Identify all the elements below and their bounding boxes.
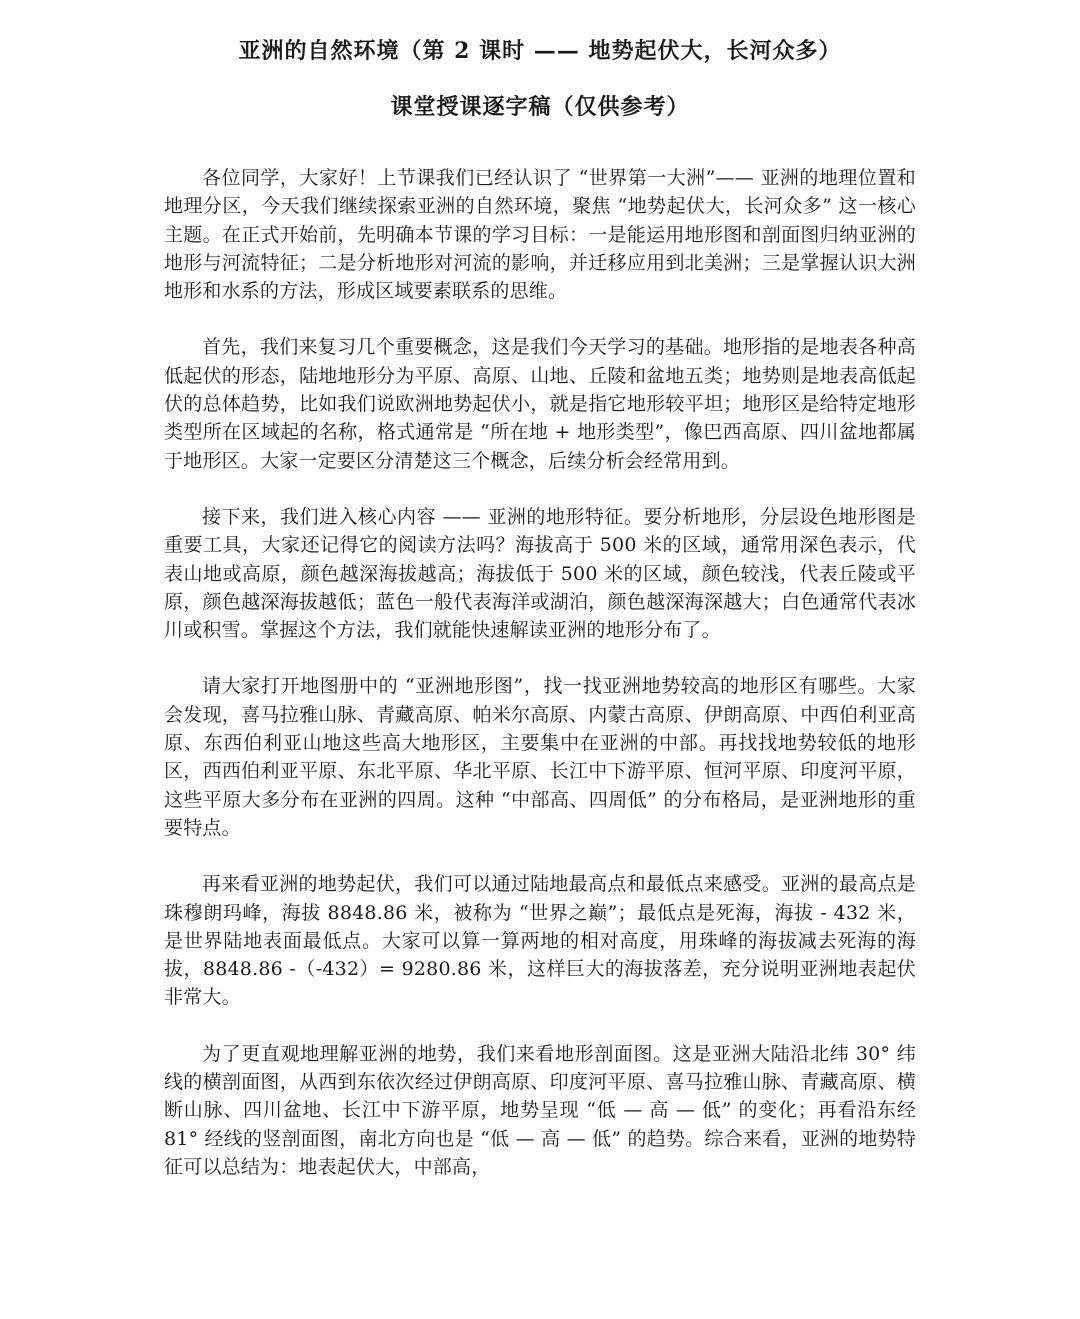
document-body bbox=[164, 164, 916, 1209]
paragraph-intro: 各位同学，大家好！上节课我们已经认识了 “世界第一大洲”—— 亚洲的地理位置和地理分区，今天我们继续探索亚洲的自然环境，聚焦 “地势起伏大，长河众多” 这一核心主题。在正式开始前，先明确本节课的学习目标：一是能运用地形图和剖面图归纳亚洲的地形与河流特征；二是分析地形对河流的影响，并迁移应用到北美洲；三是掌握认识大洲地形和水系的方法，形成区域要素联系的思维。 bbox=[164, 167, 916, 303]
paragraph-landform-distribution: 请大家打开地图册中的 “亚洲地形图”，找一找亚洲地势较高的地形区有哪些。大家会发现，喜马拉雅山脉、青藏高原、帕米尔高原、内蒙古高原、伊朗高原、中西伯利亚高原、东西伯利亚山地这些高大地形区，主要集中在亚洲的中部。再找找地势较低的地形区，西西伯利亚平原、东北平原、华北平原、长江中下游平原、恒河平原、印度河平原，这些平原大多分布在亚洲的四周。这种 “中部高、四周低” 的分布格局，是亚洲地形的重要特点。 bbox=[164, 675, 916, 839]
document-title: 亚洲的自然环境（第 2 课时 —— 地势起伏大，长河众多） bbox=[238, 38, 842, 64]
document-subtitle: 课堂授课逐字稿（仅供参考） bbox=[390, 94, 690, 120]
paragraph-concepts: 首先，我们来复习几个重要概念，这是我们今天学习的基础。地形指的是地表各种高低起伏的形态，陆地地形分为平原、高原、山地、丘陵和盆地五类；地势则是地表高低起伏的总体趋势，比如我们说欧洲地势起伏小，就是指它地形较平坦；地形区是给特定地形类型所在区域起的名称，格式通常是 “所在地 + 地形类型”，像巴西高原、四川盆地都属于地形区。大家一定要区分清楚这三个概念，后续分析会经常用到。 bbox=[164, 336, 916, 472]
paragraph-elevation: 再来看亚洲的地势起伏，我们可以通过陆地最高点和最低点来感受。亚洲的最高点是珠穆朗玛峰，海拔 8848.86 米，被称为 “世界之巅”；最低点是死海，海拔 - 432 米，是世界陆地表面最低点。大家可以算一算两地的相对高度，用珠峰的海拔减去死海的海拔，8848.86 -（-432）= 9280.86 米，这样巨大的海拔落差，充分说明亚洲地表起伏非常大。 bbox=[164, 873, 916, 1009]
paragraph-terrain-map: 接下来，我们进入核心内容 —— 亚洲的地形特征。要分析地形，分层设色地形图是重要工具，大家还记得它的阅读方法吗？海拔高于 500 米的区域，通常用深色表示，代表山地或高原，颜色越深海拔越高；海拔低于 500 米的区域，颜色较浅，代表丘陵或平原，颜色越深海拔越低；蓝色一般代表海洋或湖泊，颜色越深海深越大；白色通常代表冰川或积雪。掌握这个方法，我们就能快速解读亚洲的地形分布了。 bbox=[164, 505, 916, 642]
paragraph-profile: 为了更直观地理解亚洲的地势，我们来看地形剖面图。这是亚洲大陆沿北纬 30° 纬线的横剖面图，从西到东依次经过伊朗高原、印度河平原、喜马拉雅山脉、青藏高原、横断山脉、四川盆地、长江中下游平原，地势呈现 “低 — 高 — 低” 的变化；再看沿东经 81° 经线的竖剖面图，南北方向也是 “低 — 高 — 低” 的趋势。综合来看，亚洲的地势特征可以总结为：地表起伏大，中部高， bbox=[164, 1042, 916, 1178]
